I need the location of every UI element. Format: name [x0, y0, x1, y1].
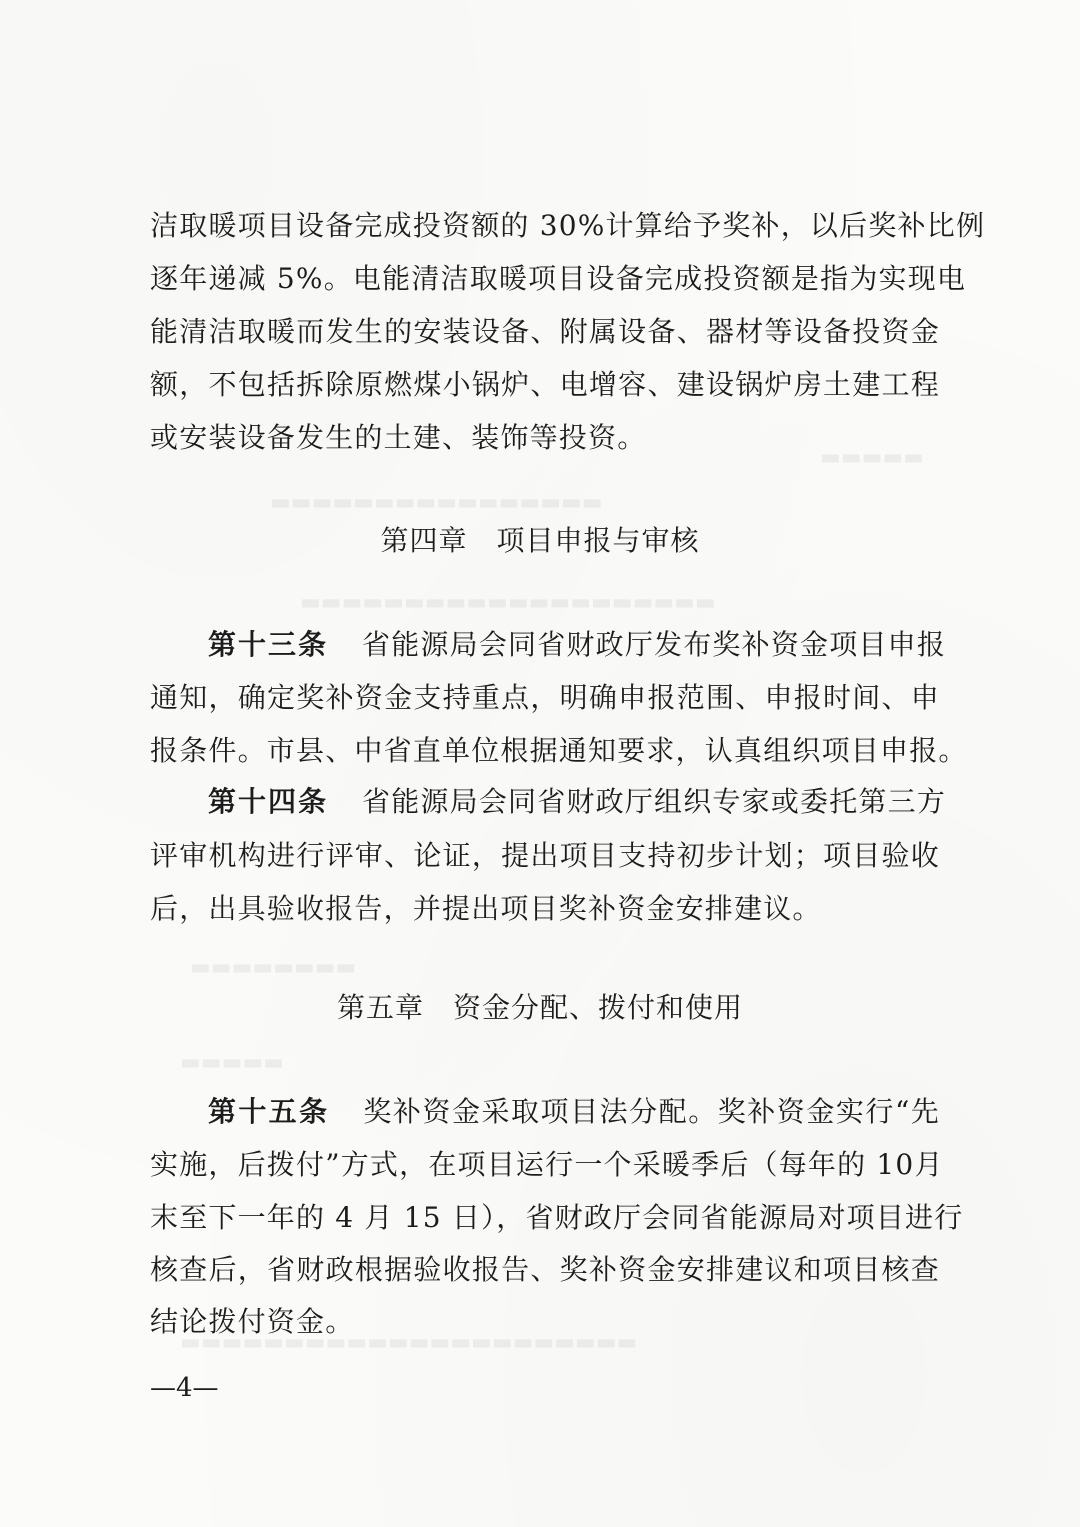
- bleed-through-mark: ▬▬▬▬▬: [820, 445, 924, 470]
- article-label: 第十五条: [208, 1095, 330, 1128]
- paragraph-line: 结论拨付资金。: [150, 1305, 355, 1338]
- article-first-line: [208, 627, 947, 663]
- chapter-heading: 第五章 资金分配、拨付和使用: [336, 991, 743, 1024]
- chapter-heading: 第四章 项目申报与审核: [380, 524, 700, 557]
- article-label: 第十三条: [208, 628, 329, 661]
- paragraph-line: 通知，确定奖补资金支持重点，明确申报范围、申报时间、申: [150, 681, 940, 714]
- paragraph-line: 核查后，省财政根据验收报告、奖补资金安排建议和项目核查: [150, 1253, 940, 1286]
- article-label: 第十四条: [208, 785, 329, 818]
- article-text: 奖补资金采取项目法分配。奖补资金实行“先: [363, 1095, 940, 1128]
- article-first-line: [208, 1094, 940, 1130]
- bleed-through-mark: ▬▬▬▬▬▬▬▬▬▬▬▬▬▬▬▬▬▬▬▬: [300, 590, 716, 615]
- paragraph-line: 洁取暖项目设备完成投资额的 30%计算给予奖补，以后奖补比例: [150, 209, 986, 242]
- paragraph-line: 末至下一年的 4 月 15 日），省财政厅会同省能源局对项目进行: [150, 1201, 964, 1234]
- paragraph-line: 评审机构进行评审、论证，提出项目支持初步计划；项目验收: [150, 839, 940, 872]
- bleed-through-mark: ▬▬▬▬▬▬▬▬▬▬▬▬▬▬▬▬: [270, 490, 603, 515]
- paragraph-line: 能清洁取暖而发生的安装设备、附属设备、器材等设备投资金: [150, 315, 940, 348]
- paragraph-line: 后，出具验收报告，并提出项目奖补资金安排建议。: [150, 892, 822, 925]
- bleed-through-mark: ▬▬▬▬▬▬▬▬: [190, 955, 357, 980]
- paragraph-line: 实施，后拨付”方式，在项目运行一个采暖季后（每年的 10月: [150, 1148, 944, 1181]
- paragraph-line: 报条件。市县、中省直单位根据通知要求，认真组织项目申报。: [150, 734, 968, 767]
- paragraph-line: 逐年递减 5%。电能清洁取暖项目设备完成投资额是指为实现电: [150, 262, 967, 295]
- article-text: 省能源局会同省财政厅发布奖补资金项目申报: [362, 628, 947, 661]
- article-text: 省能源局会同省财政厅组织专家或委托第三方: [362, 785, 947, 818]
- bleed-through-mark: ▬▬▬▬▬: [180, 1050, 284, 1075]
- bleed-through-mark: ▬▬▬▬▬▬▬▬▬▬▬▬▬▬▬▬▬▬▬▬▬▬: [180, 1330, 638, 1355]
- paragraph-line: 或安装设备发生的土建、装饰等投资。: [150, 421, 647, 454]
- page-number: —4—: [150, 1373, 219, 1403]
- article-first-line: [208, 784, 947, 820]
- paragraph-line: 额，不包括拆除原燃煤小锅炉、电增容、建设锅炉房土建工程: [150, 368, 940, 401]
